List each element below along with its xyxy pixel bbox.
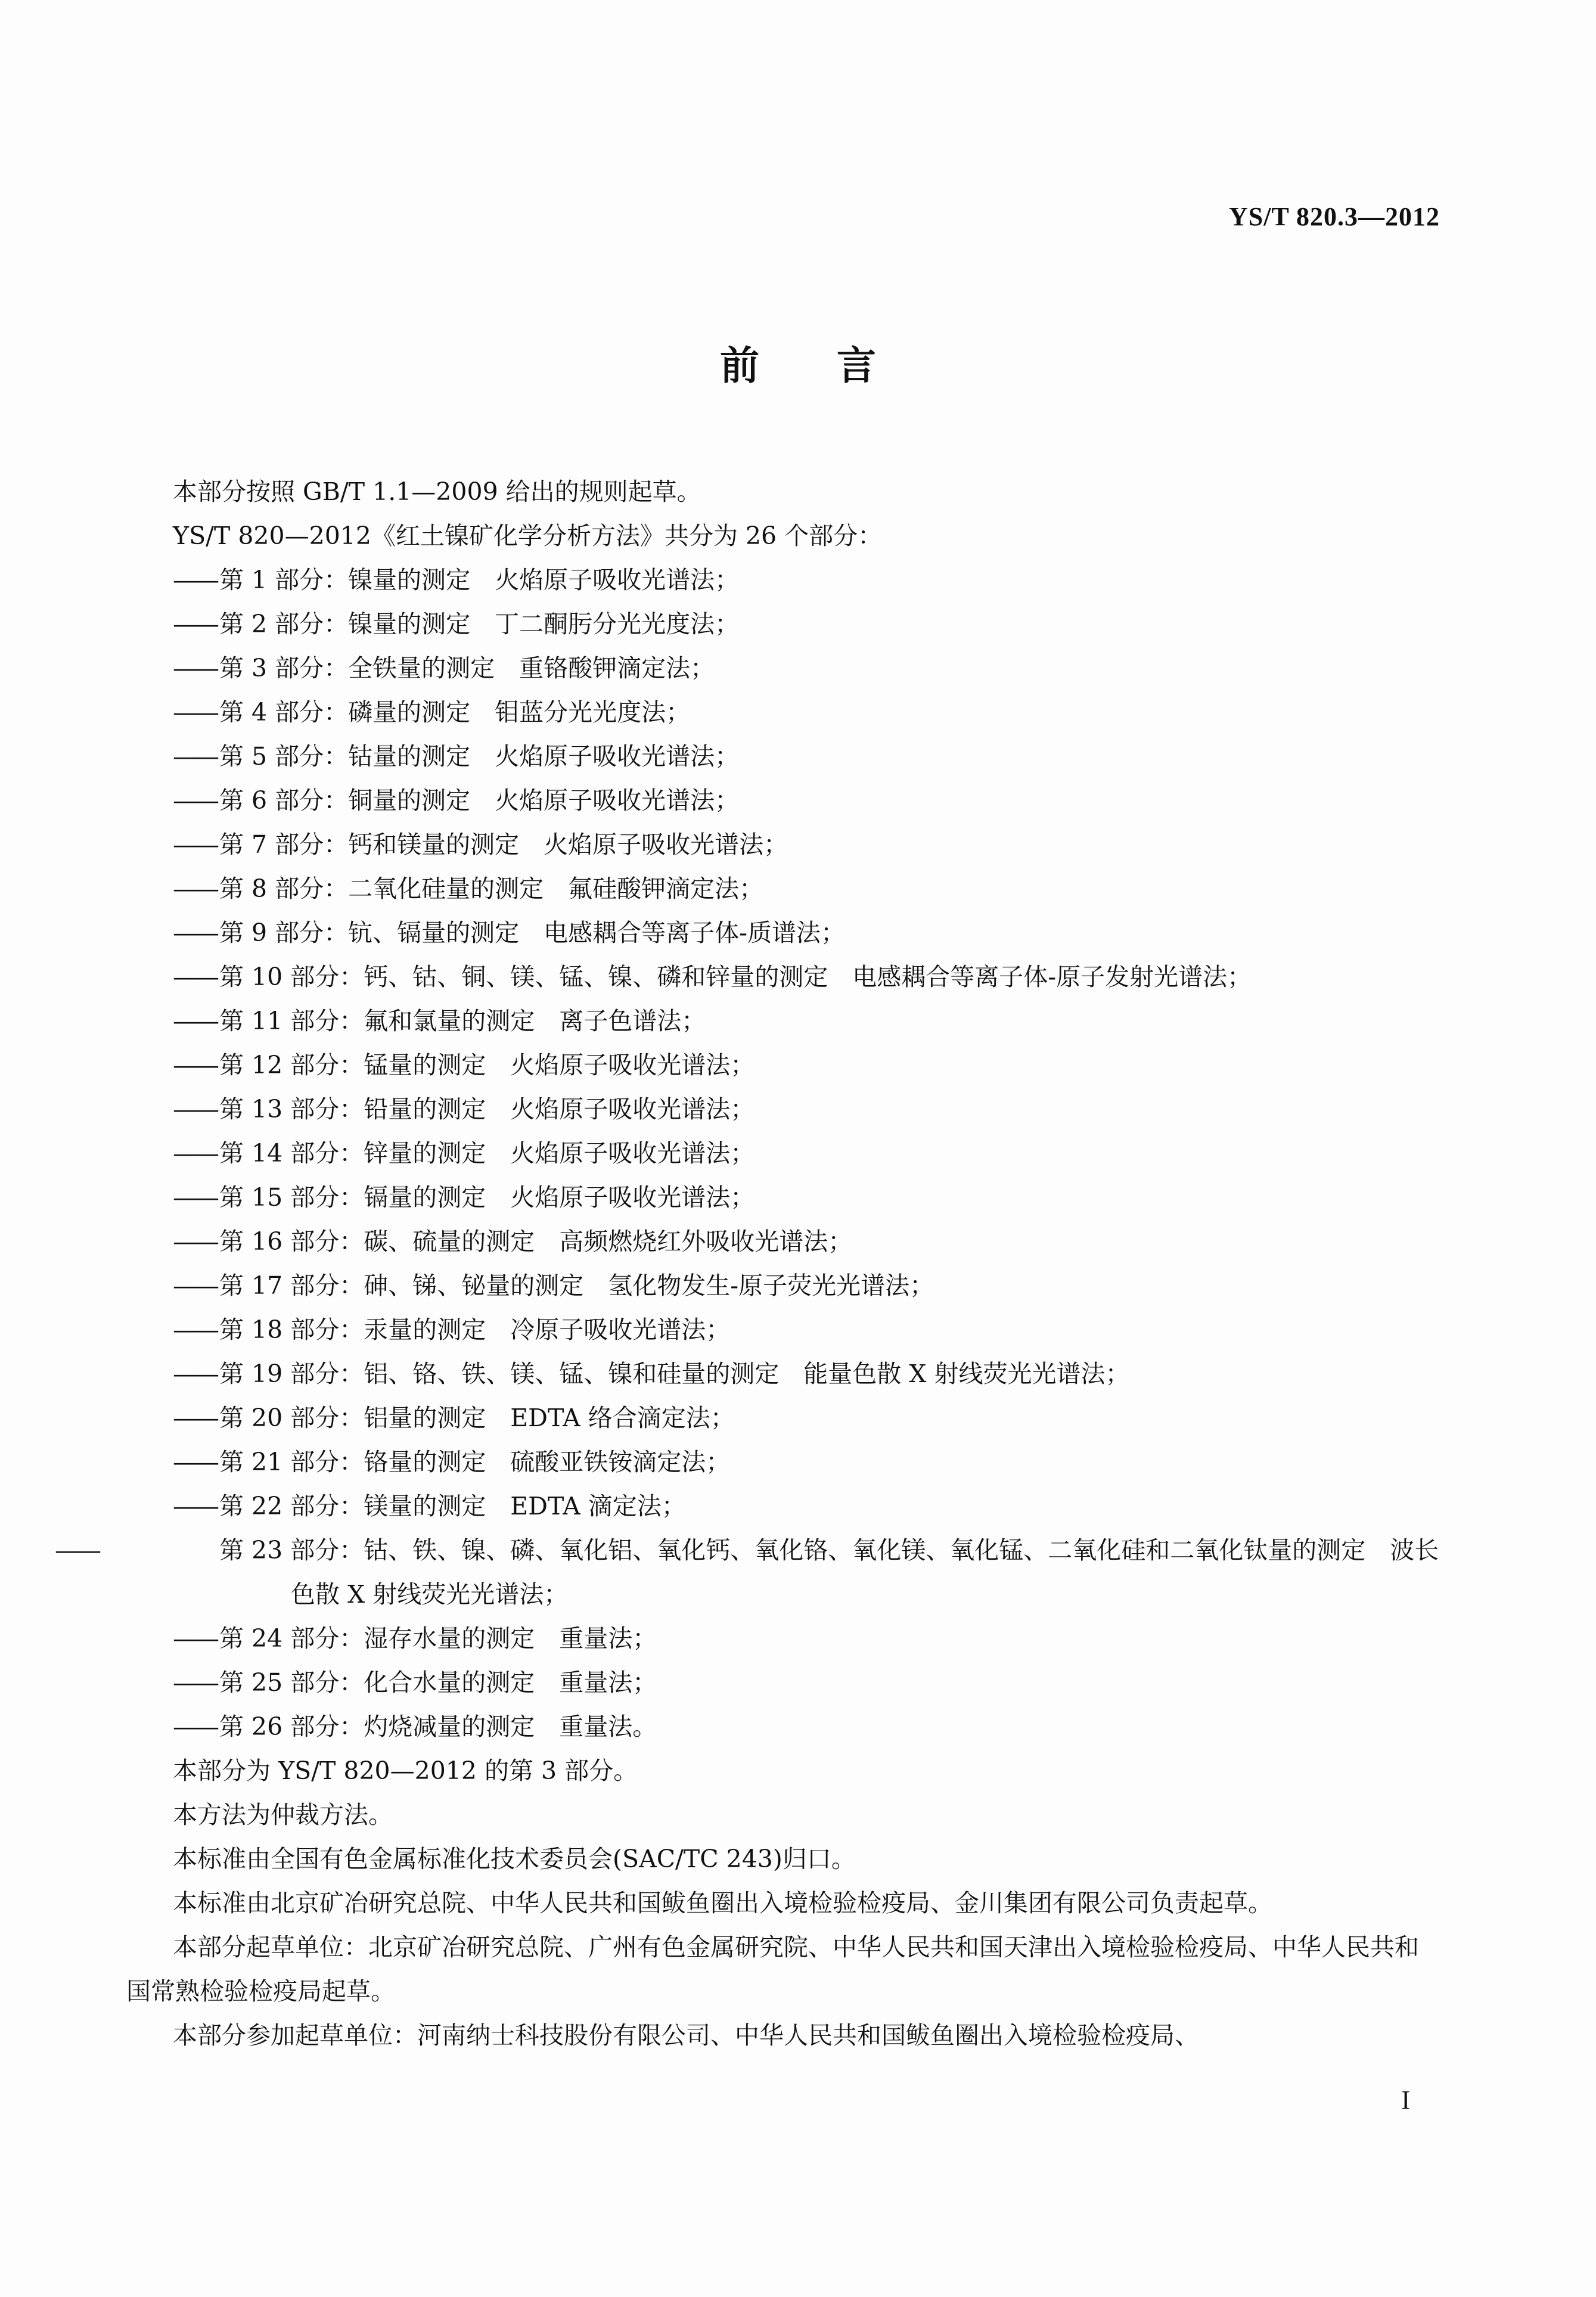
closing-paragraph: 本部分为 YS/T 820—2012 的第 3 部分。 <box>173 1756 638 1785</box>
list-item: ——第 3 部分：全铁量的测定 重铬酸钾滴定法； <box>173 654 715 682</box>
list-item: —— 第 23 部分：钴、铁、镍、磷、氧化铝、氧化钙、氧化铬、氧化镁、氧化锰、二氧化硅和二氧化钛量的测定 波长色散 X 射线荧光光谱法； <box>55 1536 1439 1609</box>
list-item: ——第 24 部分：湿存水量的测定 重量法； <box>173 1624 657 1653</box>
list-item: ——第 4 部分：磷量的测定 钼蓝分光光度法； <box>173 698 691 727</box>
list-item: ——第 15 部分：镉量的测定 火焰原子吸收光谱法； <box>173 1183 755 1212</box>
list-item: ——第 20 部分：铝量的测定 EDTA 络合滴定法； <box>173 1404 735 1432</box>
list-item: ——第 13 部分：铅量的测定 火焰原子吸收光谱法； <box>173 1095 755 1123</box>
list-item: ——第 9 部分：钪、镉量的测定 电感耦合等离子体-质谱法； <box>173 918 846 947</box>
closing-paragraph: 本部分起草单位：北京矿冶研究总院、广州有色金属研究院、中华人民共和国天津出入境检验检疫局、中华人民共和国常熟检验检疫局起草。 <box>126 1933 1419 2006</box>
list-item: ——第 1 部分：镍量的测定 火焰原子吸收光谱法； <box>173 566 740 594</box>
list-item: ——第 18 部分：汞量的测定 冷原子吸收光谱法； <box>173 1315 731 1344</box>
list-item: ——第 2 部分：镍量的测定 丁二酮肟分光光度法； <box>173 610 740 638</box>
list-item: ——第 12 部分：锰量的测定 火焰原子吸收光谱法； <box>173 1051 755 1079</box>
closing-paragraph: 本方法为仲裁方法。 <box>173 1801 393 1829</box>
list-item: ——第 8 部分：二氧化硅量的测定 氟硅酸钾滴定法； <box>173 874 764 903</box>
list-item: ——第 11 部分：氟和氯量的测定 离子色谱法； <box>173 1007 706 1035</box>
list-item: ——第 17 部分：砷、锑、铋量的测定 氢化物发生-原子荧光光谱法； <box>173 1271 934 1300</box>
list-item: ——第 14 部分：锌量的测定 火焰原子吸收光谱法； <box>173 1139 755 1168</box>
closing-paragraph: 本标准由北京矿冶研究总院、中华人民共和国鲅鱼圈出入境检验检疫局、金川集团有限公司负责起草。 <box>173 1889 1272 1917</box>
intro-paragraph: YS/T 820—2012《红土镍矿化学分析方法》共分为 26 个部分： <box>173 522 883 550</box>
list-item: ——第 5 部分：钴量的测定 火焰原子吸收光谱法； <box>173 742 740 771</box>
foreword-body <box>55 470 1442 2057</box>
list-item: ——第 10 部分：钙、钴、铜、镁、锰、镍、磷和锌量的测定 电感耦合等离子体-原子发射光谱法； <box>173 963 1252 991</box>
parts-list <box>55 558 1442 1749</box>
list-item: ——第 26 部分：灼烧减量的测定 重量法。 <box>173 1712 657 1741</box>
page-title: 前言 <box>720 343 954 389</box>
list-item: ——第 21 部分：铬量的测定 硫酸亚铁铵滴定法； <box>173 1448 731 1476</box>
list-item: ——第 25 部分：化合水量的测定 重量法； <box>173 1668 657 1697</box>
intro-paragraph: 本部分按照 GB/T 1.1—2009 给出的规则起草。 <box>173 477 701 506</box>
standard-code: YS/T 820.3—2012 <box>1228 202 1440 231</box>
closing-paragraph: 本标准由全国有色金属标准化技术委员会(SAC/TC 243)归口。 <box>173 1845 856 1873</box>
list-item: ——第 19 部分：铝、铬、铁、镁、锰、镍和硅量的测定 能量色散 X 射线荧光光谱法； <box>173 1359 1130 1388</box>
list-item: ——第 16 部分：碳、硫量的测定 高频燃烧红外吸收光谱法； <box>173 1227 853 1256</box>
page-number: I <box>1401 2085 1410 2115</box>
closing-paragraph: 本部分参加起草单位：河南纳士科技股份有限公司、中华人民共和国鲅鱼圈出入境检验检疫局、 <box>173 2021 1199 2050</box>
list-item: ——第 6 部分：铜量的测定 火焰原子吸收光谱法； <box>173 786 740 815</box>
list-item: ——第 7 部分：钙和镁量的测定 火焰原子吸收光谱法； <box>173 830 788 859</box>
list-item: ——第 22 部分：镁量的测定 EDTA 滴定法； <box>173 1492 686 1520</box>
